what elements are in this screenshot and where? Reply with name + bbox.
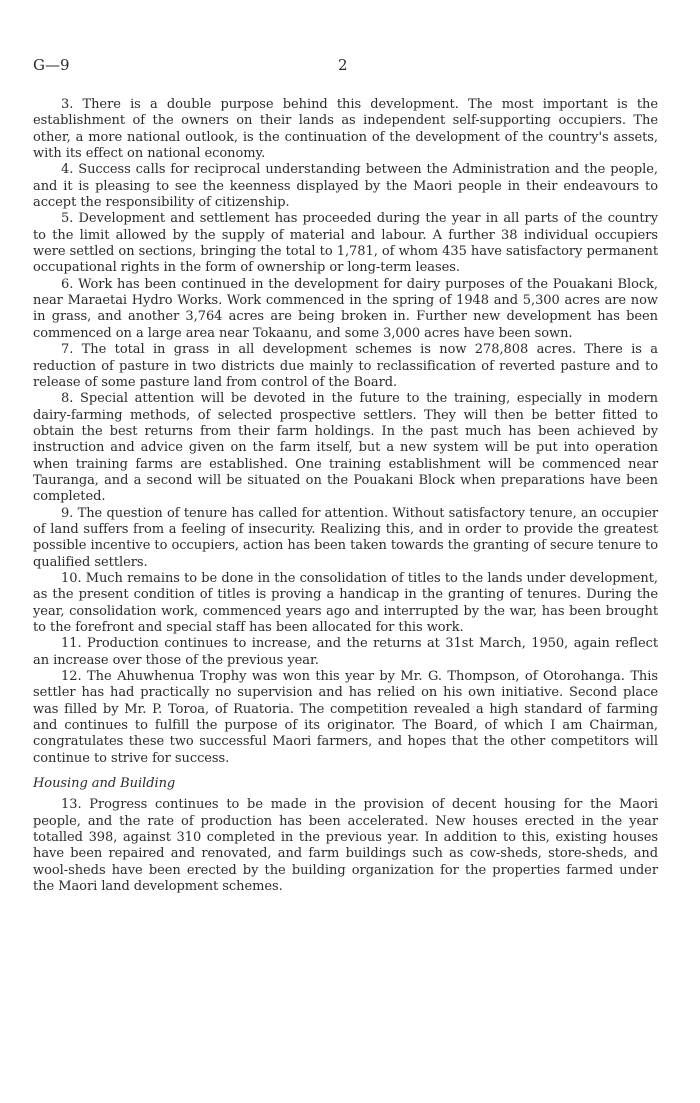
paragraph-7: 7. The total in grass in all development schemes is now 278,808 acres. There is a reduction of pasture in two districts due mainly to reclassification of reverted pasture and to release of some pasture land from control of the Board. [33,342,658,390]
section-heading: Housing and Building [33,776,176,792]
paragraph-6: 6. Work has been continued in the development for dairy purposes of the Pouakani Block, near Maraetai Hydro Works. Work commenced in the spring of 1948 and 5,300 acres are now in grass, and another 3,764 acres are being broken in. Further new development has been commenced on a large area near Tokaanu, and some 3,000 acres have been sown. [33,276,658,341]
page-header [33,56,663,76]
body-text [33,97,658,896]
paragraph-4: 4. Success calls for reciprocal understanding between the Administration and the people, and it is pleasing to see the keenness displayed by the Maori people in their endeavours to accept the responsibility of citizenship. [33,162,658,211]
paragraph-3: 3. There is a double purpose behind this development. The most important is the establishment of the owners on their lands as independent self-supporting occupiers. The other, a more national outlook, is the continuation of the development of the country's assets, with its effect on national economy. [33,97,658,162]
document-reference: G—9 [33,56,70,74]
paragraph-5: 5. Development and settlement has proceeded during the year in all parts of the country to the limit allowed by the supply of material and labour. A further 38 individual occupiers were settled on sections, bringing the total to 1,781, of whom 435 have satisfactory permanent occupational rights in the form of ownership or long-term leases. [33,211,658,276]
paragraph-11: 11. Production continues to increase, and the returns at 31st March, 1950, again reflect an increase over those of the previous year. [33,636,658,668]
page-number: 2 [338,56,348,74]
paragraph-8: 8. Special attention will be devoted in the future to the training, especially in modern dairy-farming methods, of selected prospective settlers. They will then be better fitted to obtain the best returns from their farm holdings. In the past much has been achieved by instruction and advice given on the farm itself, but a new system will be put into operation when training farms are established. One training establishment will be commenced near Tauranga, and a second will be situated on the Pouakani Block when preparations have been completed. [33,391,658,505]
paragraph-13: 13. Progress continues to be made in the provision of decent housing for the Maori people, and the rate of production has been accelerated. New houses erected in the year totalled 398, against 310 completed in the previous year. In addition to this, existing houses have been repaired and renovated, and farm buildings such as cow-sheds, store-sheds, and wool-sheds have been erected by the building organization for the properties farmed under the Maori land development schemes. [33,797,658,895]
paragraph-12: 12. The Ahuwhenua Trophy was won this year by Mr. G. Thompson, of Otorohanga. This settler has had practically no supervision and has relied on his own initiative. Second place was filled by Mr. P. Toroa, of Ruatoria. The competition revealed a high standard of farming and continues to fulfill the purpose of its originator. The Board, of which I am Chairman, congratulates these two successful Maori farmers, and hopes that the other competitors will continue to strive for success. [33,669,658,766]
paragraph-10: 10. Much remains to be done in the consolidation of titles to the lands under development, as the present condition of titles is proving a handicap in the granting of tenures. During the year, consolidation work, commenced years ago and interrupted by the war, has been brought to the forefront and special staff has been allocated for this work. [33,570,658,635]
paragraph-9: 9. The question of tenure has called for attention. Without satisfactory tenure, an occupier of land suffers from a feeling of insecurity. Realizing this, and in order to provide the greatest possible incentive to occupiers, action has been taken towards the granting of secure tenure to qualified settlers. [33,505,658,570]
